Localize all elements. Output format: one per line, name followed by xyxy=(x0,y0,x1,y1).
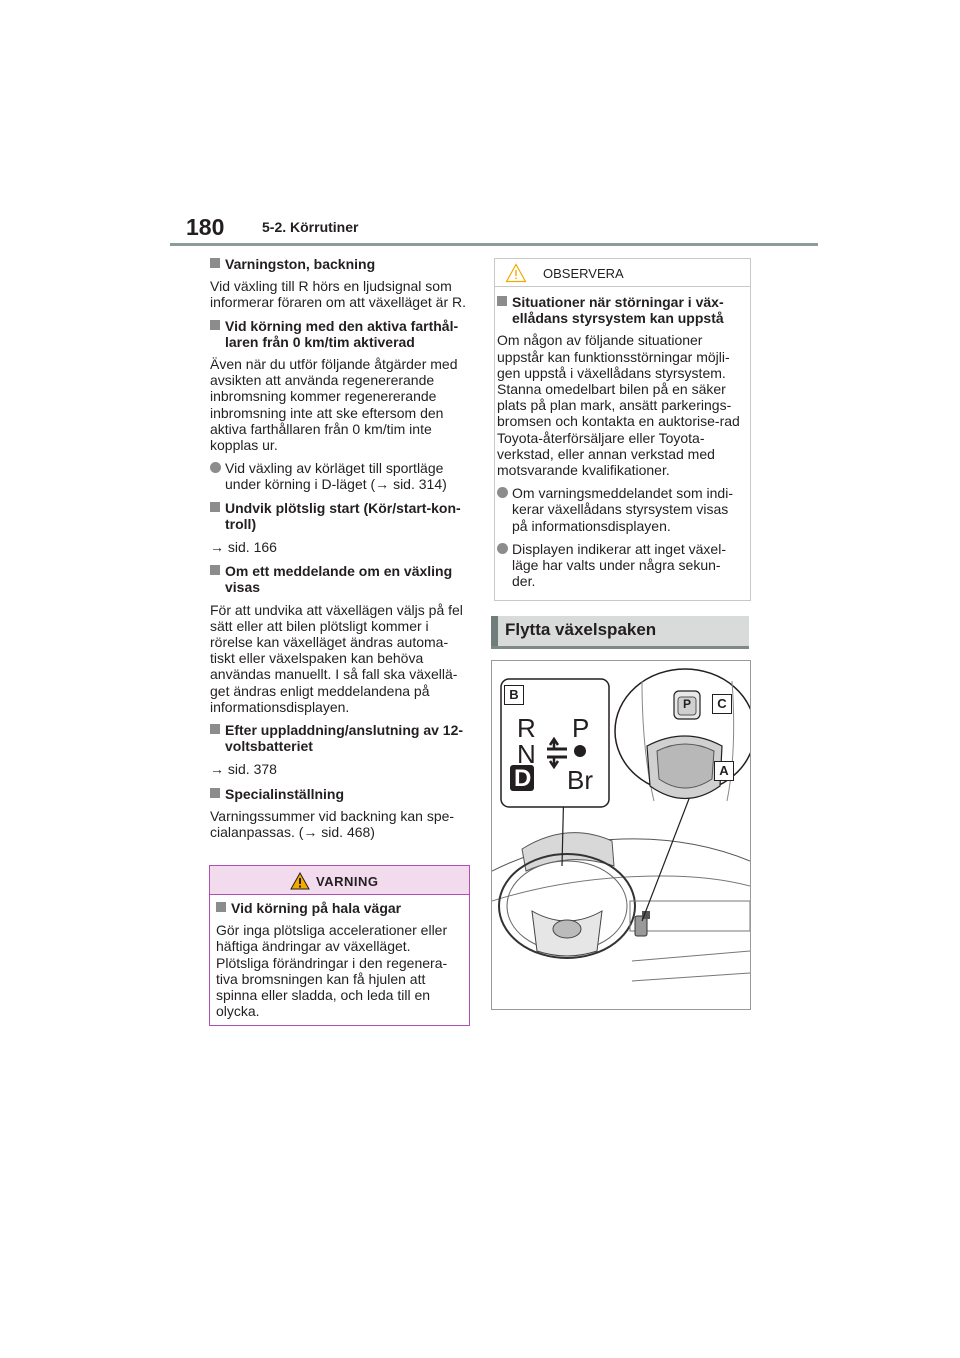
heading-cruise-control: Vid körning med den aktiva farthål-laren från 0 km/tim aktiverad xyxy=(210,318,472,350)
display-gear-r: R xyxy=(517,713,536,743)
notice-header xyxy=(495,259,750,287)
label-b: B xyxy=(504,685,524,705)
left-column xyxy=(210,256,472,840)
heading-battery: Efter uppladdning/anslutning av 12-voltsbatteriet xyxy=(210,722,472,754)
heading-shift-message: Om ett meddelande om en växling visas xyxy=(210,563,472,595)
notice-text: Om någon av följande situationer uppstår kan funktionsstörningar möjli-gen uppstå i växellådans styrsystem. Stanna omedelbart bilen på en säker plats på plan mark, ansätt parkerings-bromsen och kontakta en auktorise-rad Toyota-återförsäljare eller Toyota-verkstad, eller annan verkstad med motsvarande kvalifikationer. xyxy=(497,332,740,479)
p-button-label: P xyxy=(683,697,692,711)
ref-sudden-start: → sid. 166 xyxy=(210,539,277,556)
page-number: 180 xyxy=(186,214,225,240)
paragraph-reverse-tone: Vid växling till R hörs en ljudsignal som informerar föraren om att växelläget är R. xyxy=(210,278,466,311)
bullet-sport-mode: Vid växling av körläget till sportläge under körning i D-läget (→ sid. 314) xyxy=(210,460,472,492)
shift-lever-illustration xyxy=(491,660,751,1010)
caution-triangle-icon xyxy=(505,263,527,283)
heading-customization: Specialinställning xyxy=(210,786,472,802)
heading-sudden-start: Undvik plötslig start (Kör/start-kon-troll) xyxy=(210,500,472,532)
notice-heading: Situationer när störningar i väx-ellådans styrsystem kan uppstå xyxy=(497,294,743,326)
warning-title: VARNING xyxy=(316,874,379,889)
notice-title: OBSERVERA xyxy=(543,266,624,281)
display-gear-n: N xyxy=(517,739,536,769)
ref-battery: → sid. 378 xyxy=(210,761,277,778)
section-heading: Flytta växelspaken xyxy=(505,620,657,639)
warning-box xyxy=(209,865,470,1026)
display-gear-br: Br xyxy=(567,765,593,795)
section-heading-accent xyxy=(491,616,498,646)
heading-reverse-tone: Varningston, backning xyxy=(210,256,472,272)
warning-text: Gör inga plötsliga accelerationer eller häftiga ändringar av växelläget. Plötsliga förändringar i den regenera-tiva bromsningen kan få hjulen att spinna eller sladda, och leda till en olycka. xyxy=(216,922,448,1020)
notice-box xyxy=(494,258,751,601)
notice-bullet-1: Om varningsmeddelandet som indi-kerar växellådans styrsystem visas på informationsdisplayen. xyxy=(497,485,743,534)
section-heading-bar xyxy=(491,616,749,649)
notice-bullet-2: Displayen indikerar att inget växel-läge har valts under några sekun-der. xyxy=(497,541,743,590)
header-rule xyxy=(170,243,818,246)
section-title: 5-2. Körrutiner xyxy=(262,219,359,235)
paragraph-cruise-control: Även när du utför följande åtgärder med avsikten att använda regenererande inbromsning kommer regenererande inbromsning inte att ske eftersom den aktiva farthållaren från 0 km/tim inte kopplas ur. xyxy=(210,356,458,454)
warning-heading: Vid körning på hala vägar xyxy=(216,900,463,916)
paragraph-shift-message: För att undvika att växellägen väljs på fel sätt eller att bilen plötsligt kommer i rörelse kan växelläget ändras automa-tiskt eller växelspaken kan behöva användas manuellt. I så fall ska växellä-get ändras enligt meddelandena på informationsdisplayen. xyxy=(210,601,463,715)
warning-triangle-icon xyxy=(290,872,310,890)
label-c: C xyxy=(712,694,732,714)
label-a: A xyxy=(714,761,734,781)
display-gear-d: D xyxy=(514,765,532,792)
paragraph-customization: Varningssummer vid backning kan spe-cialanpassas. (→ sid. 468) xyxy=(210,807,455,841)
display-gear-p: P xyxy=(572,713,590,743)
warning-header xyxy=(210,866,469,895)
